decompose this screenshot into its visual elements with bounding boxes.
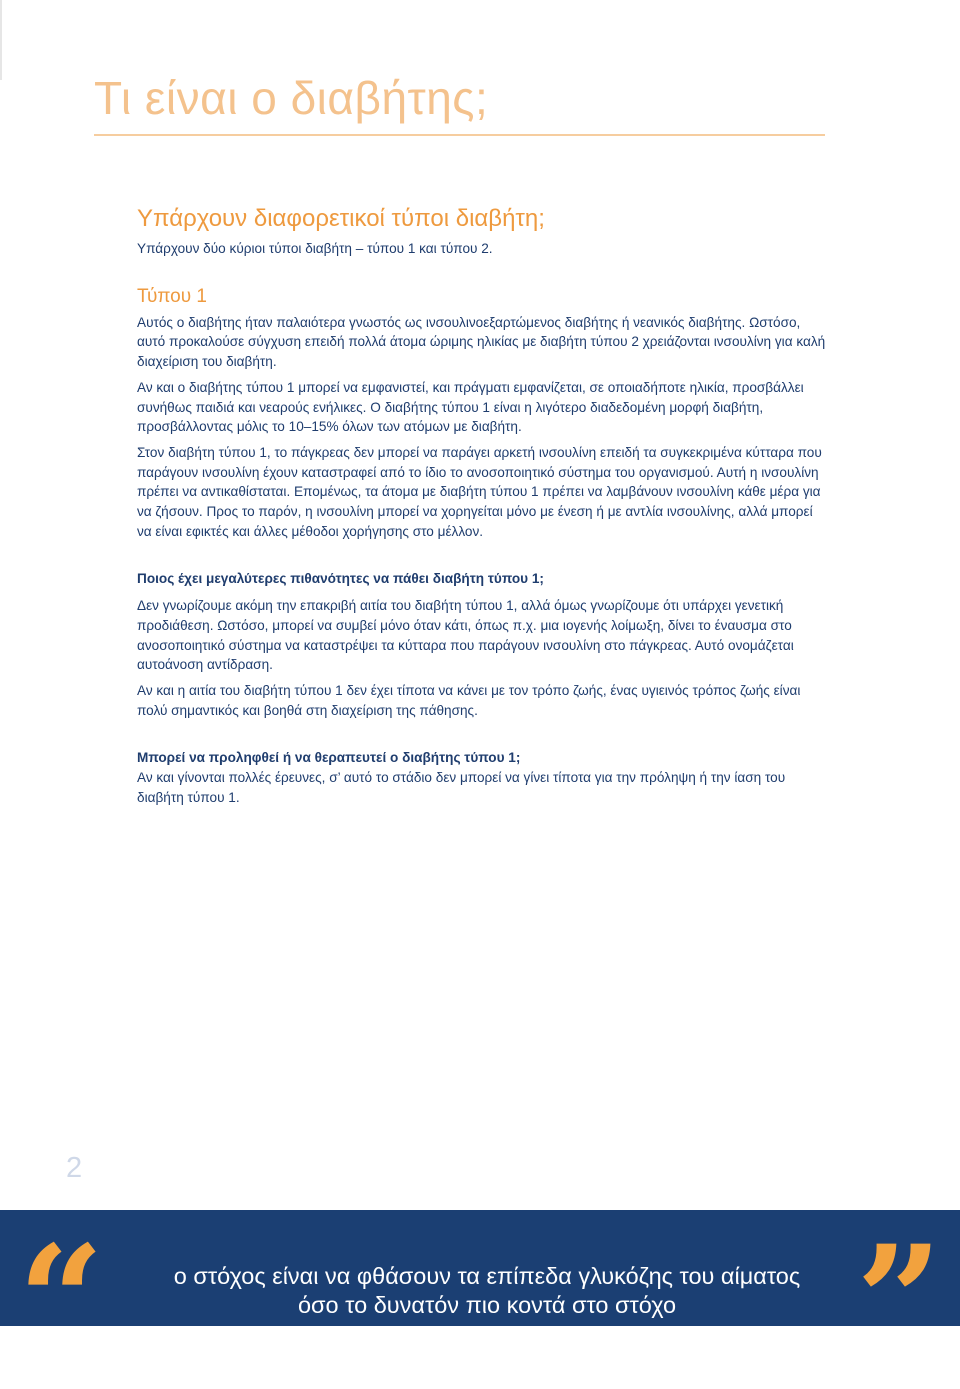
type1-paragraph: Στον διαβήτη τύπου 1, το πάγκρεας δεν μπορεί να παράγει αρκετή ινσουλίνη επειδή τα συγκεκριμένα κύτταρα που παράγουν ινσουλίνη έχουν καταστραφεί από το ίδιο το ανοσοποιητικό σύστημα του οργανισμού. Αυτή η ινσουλίνη πρέπει να αντικαθίσταται. Επομένως, τα άτομα με διαβήτη τύπου 1 πρέπει να λαμβάνουν ινσουλίνη κάθε μέρα για να ζήσουν. Προς το παρόν, η ινσουλίνη μπορεί να χορηγείται μόνο με ένεση ή με αντλία ινσουλίνης, αλλά μπορεί να είναι εφικτές και άλλες μέθοδοι χορήγησης στο μέλλον. [137,444,822,539]
close-quote-icon: ” [856,1213,943,1389]
prevention-paragraph: Αν και γίνονται πολλές έρευνες, σ’ αυτό το στάδιο δεν μπορεί να γίνει τίποτα για την πρόληψη ή την ίαση του διαβήτη τύπου 1. [137,770,786,805]
footer-quote [100,1262,874,1320]
risk-paragraph: Δεν γνωρίζουμε ακόμη την επακριβή αιτία του διαβήτη τύπου 1, αλλά όμως γνωρίζουμε ότι υπάρχει γενετική προδιάθεση. Ωστόσο, μπορεί να συμβεί μόνο όταν κάτι, όπως π.χ. μια ιογενής λοίμωξη, δίνει το έναυσμα στο ανοσοποιητικό σύστημα να καταστρέψει τα κύτταρα που παράγουν ινσουλίνη στο πάγκρεας. Αυτό ονομάζεται αυτοάνοση αντίδραση. [137,598,794,673]
page-number: 2 [66,1152,83,1184]
page-edge-mark [0,0,2,80]
type1-heading: Τύπου 1 [137,285,207,307]
type1-paragraph: Αν και ο διαβήτης τύπου 1 μπορεί να εμφανιστεί, και πράγματι εμφανίζεται, σε οποιαδήποτε ηλικία, προσβάλλει συνήθως παιδιά και νεαρούς ενήλικες. Ο διαβήτης τύπου 1 είναι η λιγότερο διαδεδομένη μορφή διαβήτη, προσβάλλοντας μόλις το 10–15% όλων των ατόμων με διαβήτη. [137,379,804,435]
risk-paragraph: Αν και η αιτία του διαβήτη τύπου 1 δεν έχει τίποτα να κάνει με τον τρόπο ζωής, ένας υγιεινός τρόπος ζωής είναι πολύ σημαντικός και βοηθά στη διαχείριση της πάθησης. [137,682,801,718]
type1-paragraph: Αυτός ο διαβήτης ήταν παλαιότερα γνωστός ως ινσουλινοεξαρτώμενος διαβήτης ή νεανικός διαβήτης. Ωστόσο, αυτό προκαλούσε σύγχυση επειδή πολλά άτομα ώριμης ηλικίας με διαβήτη τύπου 2 χρειάζονται ινσουλίνη για καλή διαχείριση του διαβήτη. [137,314,826,370]
title-divider [94,134,825,136]
footer-quote-line: ο στόχος είναι να φθάσουν τα επίπεδα γλυκόζης του αίματος [173,1263,801,1289]
open-quote-icon: “ [18,1213,105,1389]
prevention-question: Μπορεί να προληφθεί ή να θεραπευτεί ο διαβήτης τύπου 1; [137,750,521,766]
risk-question: Ποιος έχει μεγαλύτερες πιθανότητες να πάθει διαβήτη τύπου 1; [137,571,544,587]
footer-quote-line: όσο το δυνατόν πιο κοντά στο στόχο [297,1292,677,1318]
page-title: Τι είναι ο διαβήτης; [94,72,489,124]
section-intro: Υπάρχουν δύο κύριοι τύποι διαβήτη – τύπου 1 και τύπου 2. [137,241,493,256]
section-heading: Υπάρχουν διαφορετικοί τύποι διαβήτη; [137,205,545,232]
main-content [137,202,827,807]
